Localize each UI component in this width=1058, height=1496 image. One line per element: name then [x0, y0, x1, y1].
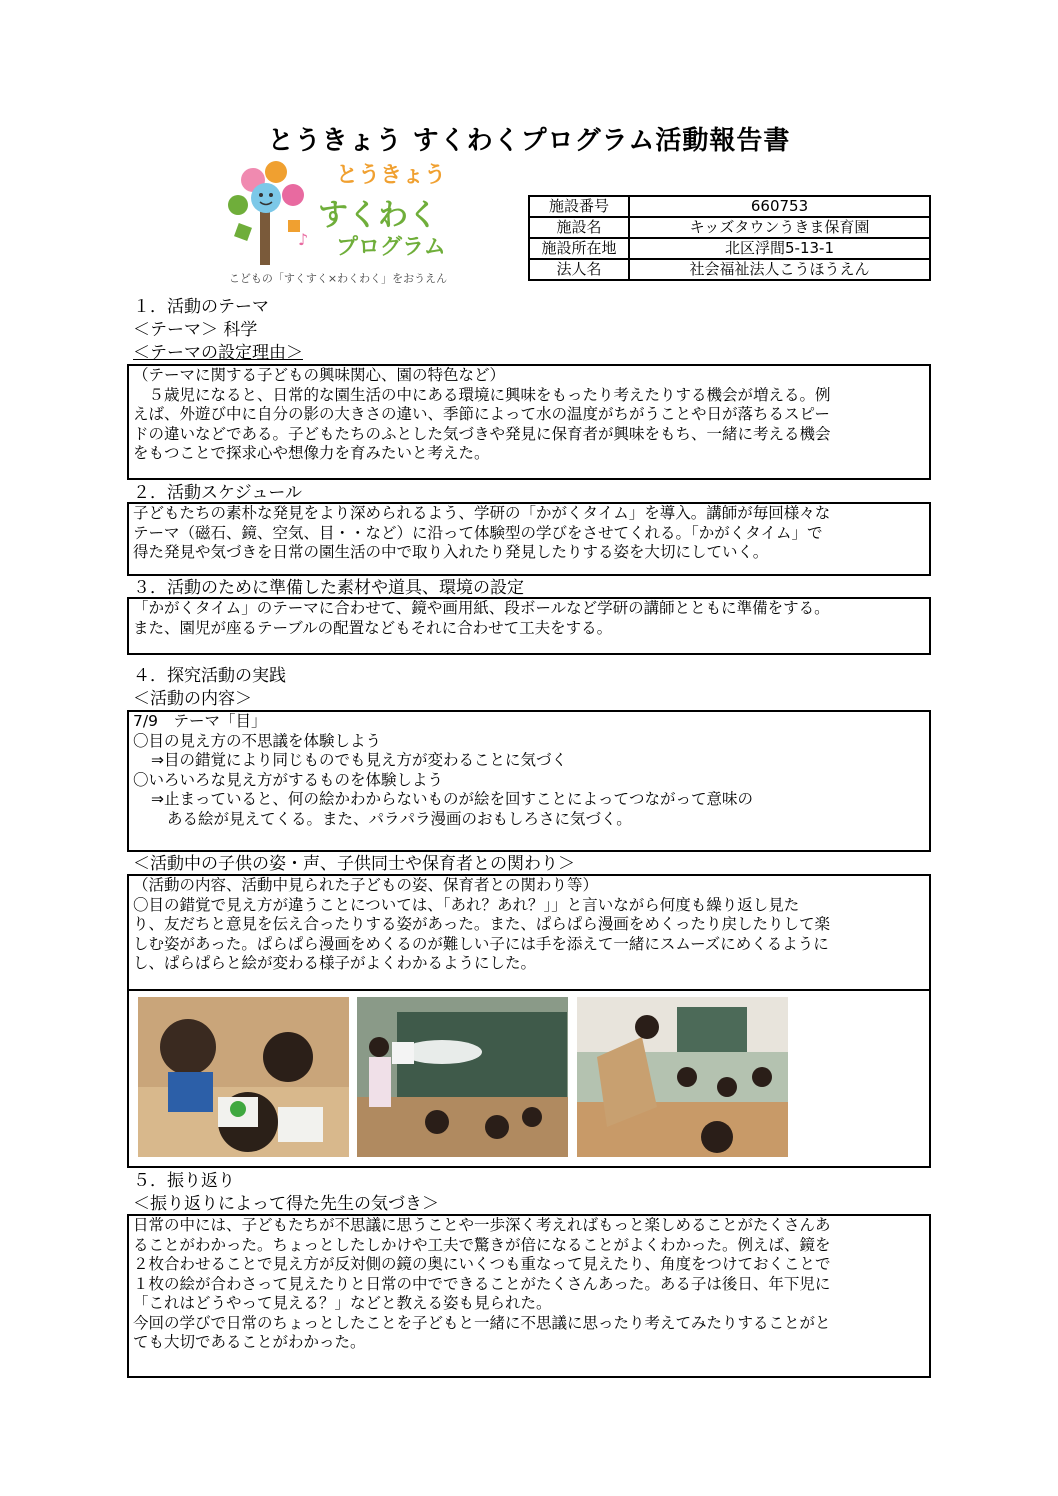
logo-caption: こどもの「すくすく×わくわく」をおうえん: [228, 272, 448, 285]
text-line: 「かがくタイム」のテーマに合わせて、鏡や画用紙、段ボールなど学研の講師とともに準備をする。: [133, 599, 830, 617]
facility-name-label: 施設名: [529, 217, 629, 238]
text-line: 日常の中には、子どもたちが不思議に思うことや一歩深く考えればもっと楽しめることがたくさんあ: [133, 1216, 831, 1234]
text-line: り、友だちと意見を伝え合ったりする姿があった。また、ぱらぱら漫画をめくったり戻したりして楽: [133, 915, 831, 933]
text-line: ある絵が見えてくる。また、パラパラ漫画のおもしろさに気づく。: [167, 809, 632, 828]
text-line: えば、外遊び中に自分の影の大きさの違い、季節によって水の温度がちがうことや日が落ちるスピー: [133, 405, 830, 423]
text-line: テーマ（磁石、鏡、空気、目・・など）に沿って体験型の学びをさせてくれる。「かがくタイム」で: [133, 523, 823, 542]
reflection-box: [127, 1214, 931, 1378]
child-interaction-box: [127, 874, 931, 991]
text-line: ドの違いなどである。子どもたちのふとした気づきや発見に保育者が興味をもち、一緒に考える機会: [133, 424, 831, 443]
activity-content-heading: ＜活動の内容＞: [133, 689, 252, 709]
text-line: ２枚合わせることで見え方が反対側の鏡の奥にいくつも重なって見えたり、角度をつけておくことで: [133, 1255, 831, 1273]
text-line: ⇒止まっていると、何の絵かわからないものが絵を回すことによってつながって意味の: [151, 790, 753, 808]
section-3-heading: ３．活動のために準備した素材や道具、環境の設定: [133, 578, 524, 598]
corporation-value: 社会福祉法人こうほうえん: [629, 259, 930, 280]
schedule-box: [127, 502, 931, 576]
section-1-heading: １．活動のテーマ: [133, 297, 269, 317]
text-line: １枚の絵が合わさって見えたりと日常の中でできることがたくさんあった。ある子は後日、年下児に: [133, 1274, 831, 1293]
photo-children-at-table: [138, 997, 349, 1157]
text-line: 得た発見や気づきを日常の園生活の中で取り入れたり発見したりする姿を大切にしていく。: [133, 543, 769, 561]
photo-classroom-smoke-experiment: [357, 997, 568, 1157]
text-line: 〇いろいろな見え方がするものを体験しよう: [133, 770, 444, 789]
text-line: （テーマに関する子どもの興味関心、園の特色など）: [133, 366, 506, 384]
table-row: [529, 217, 930, 238]
text-line: 〇目の錯覚で見え方が違うことについては、「あれ？あれ？」」と言いながら何度も繰り返し見た: [133, 895, 800, 914]
logo-text-tokyo: とうきょう: [336, 163, 447, 188]
reflection-heading: ＜振り返りによって得た先生の気づき＞: [133, 1194, 439, 1214]
text-line: をもつことで探求心や想像力を育みたいと考えた。: [133, 444, 490, 462]
facility-name-value: キッズタウンうきま保育園: [629, 217, 930, 238]
sukuwaku-logo: [218, 150, 458, 290]
facility-number-label: 施設番号: [529, 196, 629, 217]
facility-info-table: [528, 195, 931, 281]
table-row: [529, 259, 930, 280]
logo-text-program: プログラム: [336, 235, 446, 260]
table-row: [529, 238, 930, 259]
section-2-heading: ２．活動スケジュール: [133, 483, 302, 503]
text-line: （活動の内容、活動中見られた子どもの姿、保育者との関わり等）: [133, 876, 599, 894]
text-line: 「これはどうやって見える？」などと教える姿も見られた。: [133, 1294, 552, 1312]
text-line: 今回の学びで日常のちょっとしたことを子どもと一緒に不思議に思ったり考えてみたりすることがと: [133, 1313, 831, 1332]
corporation-label: 法人名: [529, 259, 629, 280]
activity-content-box: [127, 710, 931, 852]
child-interaction-heading: ＜活動中の子供の姿・声、子供同士や保育者との関わり＞: [133, 854, 575, 874]
text-line: ても大切であることがわかった。: [133, 1333, 366, 1351]
text-line: また、園児が座るテーブルの配置などもそれに合わせて工夫をする。: [133, 618, 613, 637]
text-line: し、ぱらぱらと絵が変わる様子がよくわかるようにした。: [133, 954, 537, 972]
section-5-heading: ５．振り返り: [133, 1171, 235, 1191]
svg-text:♪: ♪: [298, 230, 309, 249]
photo-teacher-with-mirror: [577, 997, 788, 1157]
text-line: しむ姿があった。ぱらぱら漫画をめくるのが難しい子には手を添えて一緒にスムーズにめくるように: [133, 934, 829, 953]
facility-number-value: 660753: [629, 196, 930, 217]
text-line: ⇒目の錯覚により同じものでも見え方が変わることに気づく: [151, 751, 567, 769]
facility-address-label: 施設所在地: [529, 238, 629, 259]
facility-address-value: 北区浮間5-13-1: [629, 238, 930, 259]
text-line: 7/9 テーマ「目」: [133, 712, 267, 730]
text-line: ５歳児になると、日常的な園生活の中にある環境に興味をもったり考えたりする機会が増える。例: [133, 385, 831, 404]
text-line: 〇目の見え方の不思議を体験しよう: [133, 731, 382, 750]
theme-line: ＜テーマ＞ 科学: [133, 320, 258, 340]
text-line: ることがわかった。ちょっとしたしかけや工夫で驚きが倍になることがよくわかった。例えば、鏡を: [133, 1235, 831, 1254]
theme-reason-box: [127, 364, 931, 480]
materials-box: [127, 597, 931, 655]
page-title: とうきょう すくわくプログラム活動報告書: [267, 126, 791, 156]
logo-text-sukuwaku: すくわく: [318, 198, 438, 233]
text-line: 子どもたちの素朴な発見をより深められるよう、学研の「かがくタイム」を導入。講師が毎回様々な: [133, 504, 831, 522]
section-4-heading: ４．探究活動の実践: [133, 666, 286, 686]
theme-reason-heading: ＜テーマの設定理由＞: [133, 343, 303, 363]
table-row: [529, 196, 930, 217]
